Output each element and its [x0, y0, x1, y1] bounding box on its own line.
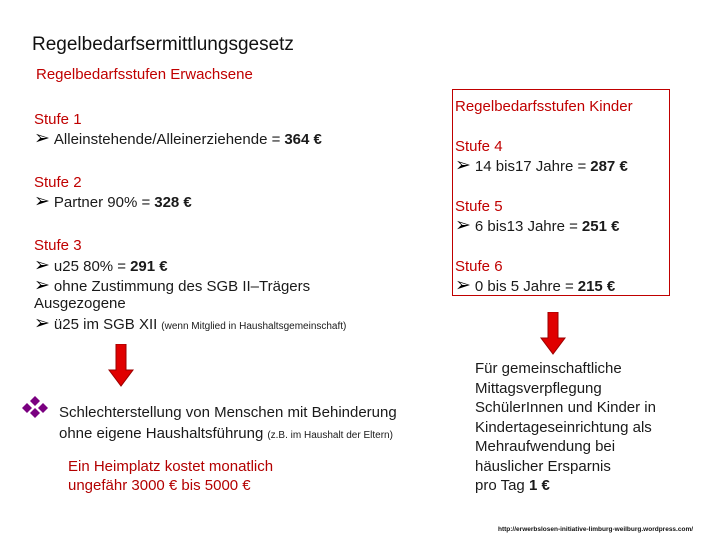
arrowhead-bullet-icon: ➢ [34, 254, 50, 276]
children-heading: Regelbedarfsstufen Kinder [455, 98, 633, 115]
stufe4-item [455, 156, 628, 175]
consequence-left-line2-note: (z.B. im Haushalt der Eltern) [267, 430, 393, 441]
heimplatz-line1: Ein Heimplatz kostet monatlich [68, 458, 274, 475]
heimplatz-line2: ungefähr 3000 € bis 5000 € [68, 477, 251, 494]
four-diamond-bullet-icon [22, 396, 48, 418]
stufe6-value: 215 € [577, 278, 616, 295]
consequence-right [475, 359, 656, 496]
stufe3-ue25-text: ü25 im SGB XII [53, 316, 158, 333]
consequence-left-line2-text: ohne eigene Haushaltsführung [59, 425, 264, 442]
stufe5-value: 251 € [581, 218, 620, 235]
stufe1-item [34, 129, 322, 148]
pro-tag-text: pro Tag [475, 477, 525, 494]
stufe1-text: Alleinstehende/Alleinerziehende = [53, 131, 281, 148]
stufe1-value: 364 € [284, 131, 322, 148]
stufe3-ue25-note: (wenn Mitglied in Haushaltsgemeinschaft) [161, 321, 347, 332]
consequence-right-line: Mittagsverpflegung [475, 379, 602, 397]
consequence-left-line1: Schlechterstellung von Menschen mit Behinderung [59, 404, 397, 421]
consequence-right-line: Mehraufwendung bei [475, 438, 616, 455]
consequence-right-line: Für gemeinschaftliche [475, 360, 622, 377]
stufe3-label: Stufe 3 [34, 237, 82, 254]
down-arrow-icon [540, 312, 566, 356]
stufe6-item [455, 276, 615, 295]
consequence-left-line2 [59, 425, 393, 442]
consequence-right-line: Kindertageseinrichtung als [475, 418, 652, 436]
stufe2-item [34, 192, 192, 211]
stufe5-text: 6 bis13 Jahre = [474, 218, 578, 235]
stufe3-item-ue25 [34, 314, 346, 333]
stufe4-value: 287 € [590, 158, 628, 175]
stufe3-zustimmung-text: ohne Zustimmung des SGB II–Trägers [53, 278, 311, 295]
stufe5-label: Stufe 5 [455, 198, 503, 215]
arrowhead-bullet-icon: ➢ [455, 154, 471, 176]
stufe3-item-zustimmung [34, 276, 310, 295]
footer-url[interactable]: http://erwerbslosen-initiative-limburg-weilburg.wordpress.com/ [498, 526, 694, 533]
heimplatz-highlight [68, 457, 273, 495]
consequence-right-last-line [475, 476, 656, 496]
pro-tag-value: 1 € [528, 477, 550, 494]
stufe6-text: 0 bis 5 Jahre = [474, 278, 574, 295]
stufe1-label: Stufe 1 [34, 111, 82, 128]
stufe3-item-u25 [34, 256, 168, 275]
adults-heading: Regelbedarfsstufen Erwachsene [36, 66, 253, 83]
arrowhead-bullet-icon: ➢ [34, 190, 50, 212]
arrowhead-bullet-icon: ➢ [34, 312, 50, 334]
stufe2-label: Stufe 2 [34, 174, 82, 191]
consequence-right-line: häuslicher Ersparnis [475, 457, 611, 475]
stufe3-ausgezogene [34, 295, 126, 312]
arrowhead-bullet-icon: ➢ [34, 274, 50, 296]
consequence-right-line: SchülerInnen und Kinder in [475, 399, 656, 416]
stufe6-label: Stufe 6 [455, 258, 503, 275]
stufe3-ausgezogene-text: Ausgezogene [34, 295, 126, 312]
arrowhead-bullet-icon: ➢ [34, 127, 50, 149]
stufe2-text: Partner 90% = [53, 194, 151, 211]
arrowhead-bullet-icon: ➢ [455, 214, 471, 236]
down-arrow-icon [108, 344, 134, 388]
stufe4-label: Stufe 4 [455, 138, 503, 155]
stufe3-u25-text: u25 80% = [53, 258, 127, 275]
stufe4-text: 14 bis17 Jahre = [474, 158, 587, 175]
arrowhead-bullet-icon: ➢ [455, 274, 471, 296]
stufe5-item [455, 216, 619, 235]
stufe3-value: 291 € [130, 258, 168, 275]
stufe2-value: 328 € [154, 194, 192, 211]
page-title: Regelbedarfsermittlungsgesetz [32, 34, 294, 55]
